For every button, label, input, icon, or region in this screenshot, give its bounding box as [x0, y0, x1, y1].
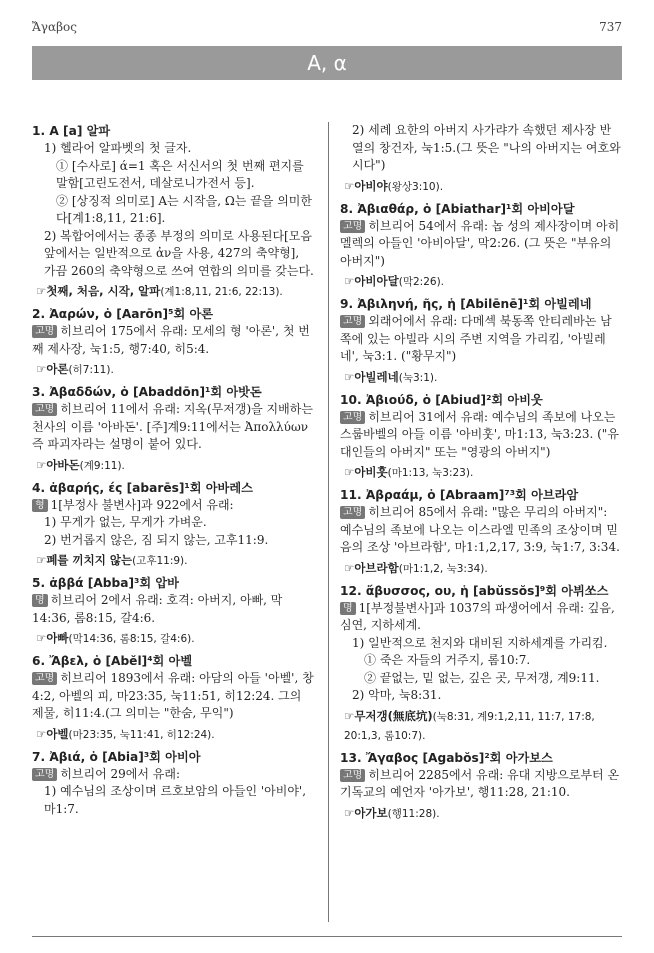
page-number: 737 [599, 20, 622, 34]
entry-body: 히브리어 175에서 유래: 모세의 형 '아론', 첫 번째 제사장, 눅1:5, 행7:40, 히5:4. [32, 324, 310, 356]
tag-badge: 고명 [32, 403, 57, 416]
entry-body: 히브리어 54에서 유래: 놉 성의 제사장이며 아히멜렉의 아들인 '아비아달', 막2:26. (그 뜻은 "부유의 아버지") [340, 218, 620, 268]
header-word: Ἄγαβος [32, 20, 77, 34]
entry-head: 9. Ἀβιληνή, ῆς, ἡ [Abilēnē]¹회 아빌레네 [340, 297, 592, 311]
usage-ref: ☞아론(히7:11). [36, 362, 114, 376]
usage-ref: ☞폐를 끼치지 않는(고후11:9). [36, 553, 188, 567]
right-column [340, 122, 622, 922]
pointing-hand-icon: ☞ [344, 178, 355, 193]
entry-body: 외래어에서 유래: 다메섹 북동쪽 안티레바논 남쪽에 있는 아빌라 시의 주변 지역을 가리킴, '아빌레네', 눅3:1. ("황무지") [340, 314, 612, 363]
entry-7-cont [340, 122, 622, 196]
entry-body: 1[부정불변사]과 1037의 파생어에서 유래: 깊음, 심연, 지하세계. [340, 600, 615, 632]
entry-head: 4. ἀβαρής, ές [abarēs]¹회 아바레스 [32, 480, 253, 495]
entry-10 [340, 391, 622, 483]
sense-line: 2) 악마, 눅8:31. [352, 688, 442, 702]
usage-ref: ☞아바돈(계9:11). [36, 457, 125, 472]
tag-badge: 형 [32, 499, 48, 512]
entry-head: 13. Ἄγαβος [Agabŏs]²회 아가보스 [340, 750, 553, 765]
entry-head: 5. ἀββά [Abba]³회 압바 [32, 576, 179, 590]
sense-line: 1) 무게가 없는, 무게가 가벼운. [44, 515, 207, 529]
usage-ref: ☞아빌레네(눅3:1). [344, 369, 438, 384]
usage-ref: ☞아비아달(막2:26). [344, 274, 445, 288]
entry-9 [340, 295, 622, 387]
usage-ref: ☞아빠(막14:36, 롬8:15, 갈4:6). [36, 631, 195, 645]
tag-badge: 고명 [32, 325, 57, 338]
entry-7 [32, 748, 314, 819]
entry-4 [32, 479, 314, 571]
entry-head: 8. Ἀβιαθάρ, ὁ [Abiathar]¹회 아비아달 [340, 201, 575, 216]
sense-line: ② 끝없는, 밑 없는, 깊은 곳, 무저갱, 계9:11. [364, 670, 600, 685]
section-banner: A, α [32, 46, 622, 80]
sense-line: 1) 일반적으로 천지와 대비된 지하세계를 가리킴. [352, 635, 608, 650]
left-column [32, 122, 314, 922]
pointing-hand-icon: ☞ [36, 284, 47, 298]
bottom-rule [32, 936, 622, 937]
entry-8 [340, 200, 622, 292]
entry-head: 10. Ἀβιούδ, ὁ [Abiud]²회 아비웃 [340, 392, 543, 407]
entry-11 [340, 486, 622, 578]
entry-13 [340, 749, 622, 823]
pointing-hand-icon: ☞ [344, 560, 355, 575]
entry-head: 11. Ἀβραάμ, ὁ [Abraam]⁷³회 아브라암 [340, 488, 579, 502]
entry-head: 2. Ἀαρών, ὁ [Aarōn]⁵회 아론 [32, 307, 214, 321]
running-header [32, 20, 622, 34]
entry-1 [32, 122, 314, 301]
tag-badge: 고명 [340, 315, 365, 328]
sense-line: 2) 복합어에서는 종종 부정의 의미로 사용된다[모음 앞에서는 일반적으로 ἀν을 사용, 427의 축약형], 가끔 260의 축약형으로 쓰여 연합의 의미를 갖는다. [44, 228, 314, 278]
pointing-hand-icon: ☞ [344, 369, 355, 384]
usage-ref: ☞아벨(마23:35, 눅11:41, 히12:24). [36, 726, 215, 741]
usage-ref: ☞아비야(왕상3:10). [344, 178, 444, 193]
tag-badge: 명 [340, 602, 356, 615]
entry-5 [32, 574, 314, 648]
pointing-hand-icon: ☞ [36, 631, 47, 645]
entry-12 [340, 582, 622, 745]
sense-line: 1) 예수님의 조상이며 르호보암의 아들인 '아비야', 마1:7. [44, 784, 307, 816]
entry-body: 1[부정사 불변사]과 922에서 유래: [50, 497, 234, 512]
tag-badge: 고명 [32, 672, 57, 685]
column-divider [328, 122, 329, 922]
entry-body: 히브리어 85에서 유래: "많은 무리의 아버지": 예수님의 족보에 나오는 이스라엘 민족의 조상이며 믿음의 조상 '아브라함', 마1:1,2,17, 3:9, 눅1:7, 3:34. [340, 505, 620, 554]
sense-line: 1) 헬라어 알파벳의 첫 글자. [44, 141, 192, 155]
entry-head: 12. ἄβυσσος, ου, ἡ [abŭssŏs]⁹회 아뷔쏘스 [340, 583, 609, 598]
entry-body: 히브리어 11에서 유래: 지옥(무저갱)을 지배하는 천사의 이름 '아바돈'. [주]계9:11에서는 Ἀπολλύων 즉 파괴자라는 설명이 붙어 있다. [32, 402, 313, 451]
usage-ref: ☞첫째, 처음, 시작, 알파(계1:8,11, 21:6, 22:13). [36, 284, 283, 298]
entry-head: 7. Ἀβιά, ὁ [Abia]³회 아비아 [32, 749, 201, 764]
entry-body: 히브리어 31에서 유래: 예수님의 족보에 나오는 스룹바벨의 아들 이름 '아비훗', 마1:13, 눅3:23. ("유대인들의 아버지" 또는 "영광의 아버지") [340, 409, 619, 459]
sense-line: 2) 번거롭지 않은, 짐 되지 않는, 고후11:9. [44, 532, 269, 547]
tag-badge: 고명 [340, 506, 365, 519]
usage-ref: ☞아비훗(마1:13, 눅3:23). [344, 465, 474, 479]
pointing-hand-icon: ☞ [36, 362, 47, 376]
pointing-hand-icon: ☞ [344, 465, 355, 479]
pointing-hand-icon: ☞ [344, 805, 355, 820]
pointing-hand-icon: ☞ [36, 726, 47, 741]
entry-6 [32, 652, 314, 744]
entry-body: 히브리어 1893에서 유래: 아담의 아들 '아벨', 창4:2, 아벨의 피, 마23:35, 눅11:51, 히12:24. 그의 제물, 히11:4.(그 의미는 "한숨, 무익") [32, 671, 314, 720]
usage-ref: ☞아가보(행11:28). [344, 805, 440, 820]
entry-head: 3. Ἀβαδδών, ὁ [Abaddōn]¹회 아밧돈 [32, 385, 262, 399]
sense-line: ② [상징적 의미로] A는 시작을, Ω는 끝을 의미한다[계1:8,11, 21:6]. [56, 193, 312, 225]
usage-ref: ☞아브라함(마1:1,2, 눅3:34). [344, 560, 488, 575]
entry-body: 히브리어 29에서 유래: [60, 766, 181, 781]
entry-body: 히브리어 2285에서 유래: 유대 지방으로부터 온 기독교의 예언자 '아가보', 행11:28, 21:10. [340, 767, 620, 799]
entry-3 [32, 383, 314, 475]
tag-badge: 고명 [340, 411, 365, 424]
entry-head: 1. A [a] 알파 [32, 124, 111, 138]
usage-ref: ☞무저갱(無底坑)(눅8:31, 계9:1,2,11, 11:7, 17:8, 20:1,3, 롬10:7). [344, 708, 595, 742]
entries-columns [32, 122, 622, 922]
pointing-hand-icon: ☞ [344, 274, 355, 288]
tag-badge: 고명 [340, 769, 365, 782]
tag-badge: 고명 [340, 220, 365, 233]
entry-body: 히브리어 2에서 유래: 호격: 아버지, 아빠, 막14:36, 롬8:15, 갈4:6. [32, 593, 283, 625]
pointing-hand-icon: ☞ [36, 553, 47, 567]
entry-2 [32, 305, 314, 379]
tag-badge: 고명 [32, 768, 57, 781]
sense-line: 2) 세례 요한의 아버지 사가랴가 속했던 제사장 반열의 창건자, 눅1:5.(그 뜻은 "나의 아버지는 여호와시다") [352, 123, 621, 172]
pointing-hand-icon: ☞ [344, 708, 355, 723]
sense-line: ① 죽은 자들의 거주지, 롬10:7. [364, 653, 531, 667]
entry-head: 6. Ἄβελ, ὁ [Abĕl]⁴회 아벨 [32, 654, 193, 668]
sense-line: ① [수사로] ά=1 혹은 서신서의 첫 번째 편지를 말함[고린도전서, 데살로니가전서 등]. [56, 158, 304, 190]
tag-badge: 명 [32, 594, 48, 607]
pointing-hand-icon: ☞ [36, 457, 47, 472]
